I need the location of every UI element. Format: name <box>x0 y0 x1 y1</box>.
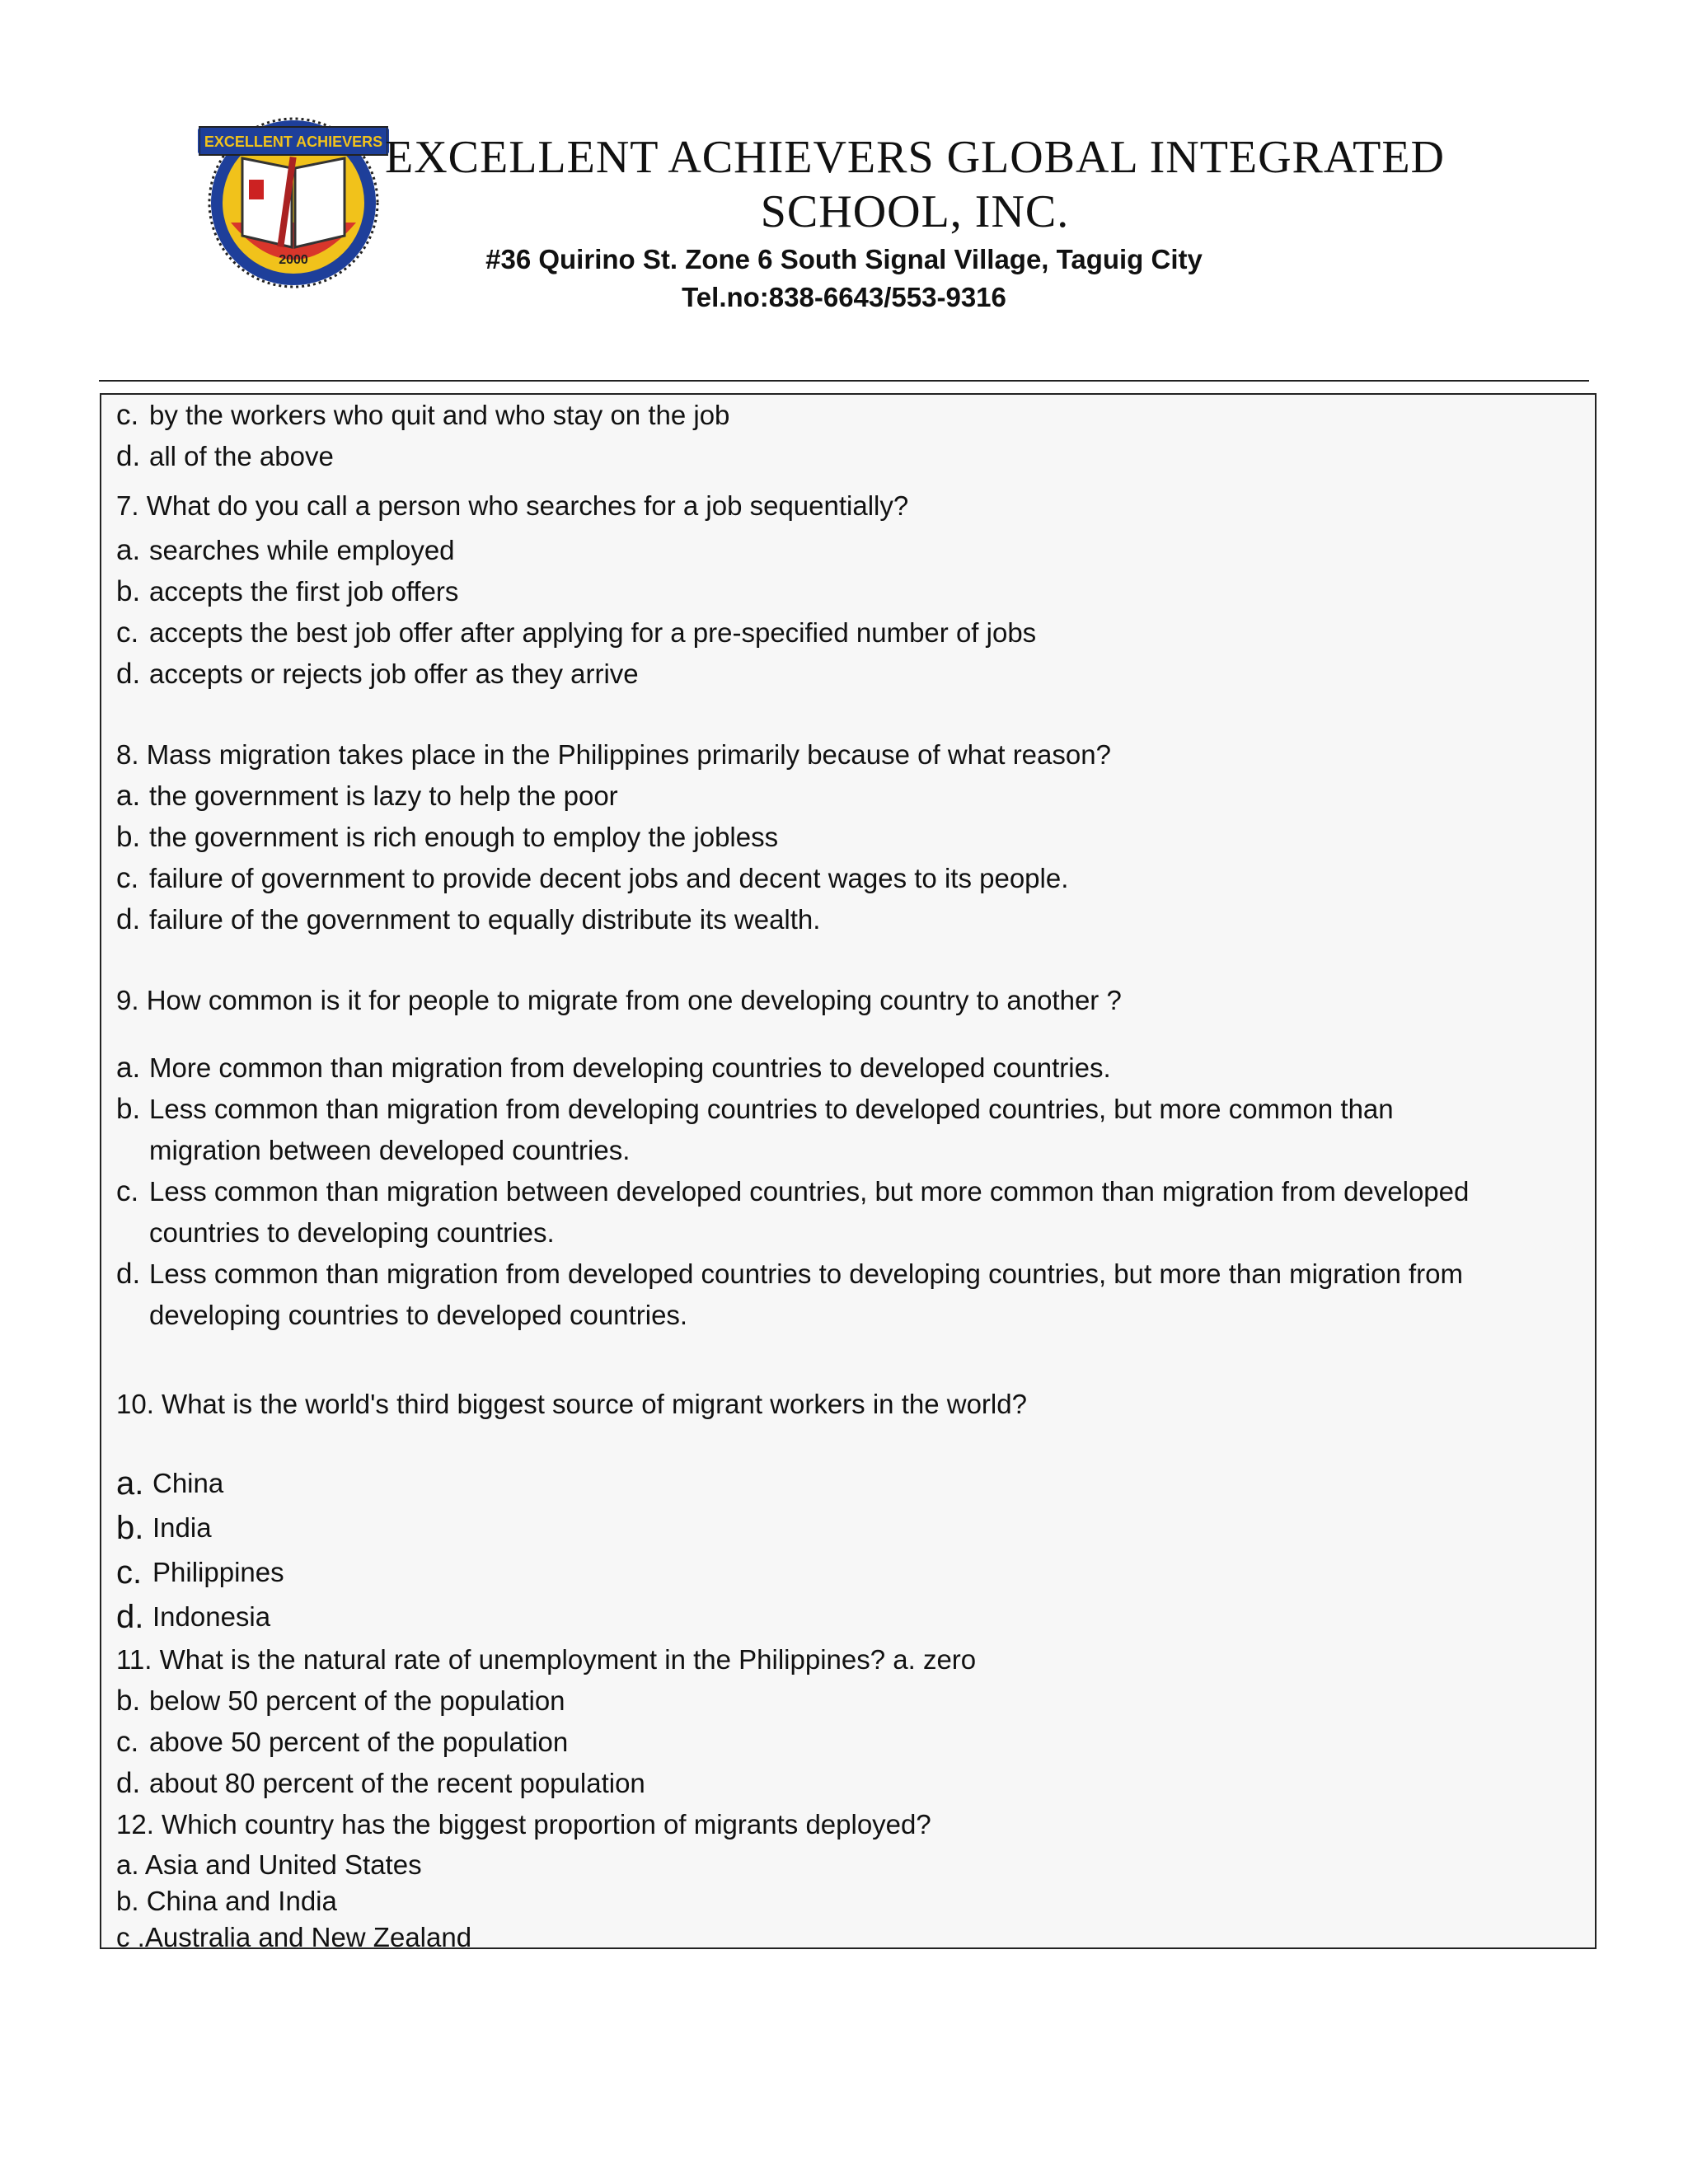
q12-option-c: c .Australia and New Zealand <box>116 1922 472 1952</box>
school-name <box>363 130 1467 239</box>
question-12: 12. Which country has the biggest proportion of migrants deployed? <box>116 1809 931 1840</box>
q9-option-a: a. More common than migration from developing countries to developed countries. <box>116 1052 1111 1084</box>
q12-option-a: a. Asia and United States <box>116 1849 422 1880</box>
question-11: 11. What is the natural rate of unemployment in the Philippines? a. zero <box>116 1644 977 1675</box>
q12-option-b: b. China and India <box>116 1886 337 1916</box>
question-10: 10. What is the world's third biggest source of migrant workers in the world? <box>116 1389 1027 1419</box>
q10-option-b: b. India <box>116 1510 212 1546</box>
q9-option-d: d. Less common than migration from developed countries to developing countries, but more than migration from developing countries to developed countries. <box>116 1258 1463 1330</box>
questions-box <box>100 393 1597 1952</box>
header-divider <box>99 380 1589 382</box>
school-name-line1: EXCELLENT ACHIEVERS GLOBAL INTEGRATED <box>384 132 1445 183</box>
school-address-block <box>0 241 1688 316</box>
q8-option-a: a. the government is lazy to help the poor <box>116 780 618 812</box>
q10-option-c: c. Philippines <box>116 1554 284 1591</box>
logo-banner-text: EXCELLENT ACHIEVERS <box>204 134 383 150</box>
q7-option-c: c. accepts the best job offer after applying for a pre-specified number of jobs <box>116 616 1037 649</box>
question-9: 9. How common is it for people to migrate from one developing country to another ? <box>116 985 1122 1015</box>
q9-option-c: c. Less common than migration between developed countries, but more common than migration from developed countries to developing countries. <box>116 1175 1470 1248</box>
q6-option-d: d. all of the above <box>116 440 334 472</box>
q7-option-a: a. searches while employed <box>116 534 455 566</box>
q11-option-d: d. about 80 percent of the recent population <box>116 1767 645 1799</box>
school-name-line2: SCHOOL, INC. <box>760 186 1070 237</box>
school-address: #36 Quirino St. Zone 6 South Signal Village, Taguig City <box>485 244 1203 274</box>
q6-option-c: c. by the workers who quit and who stay on the job <box>116 399 730 431</box>
q8-option-b: b. the government is rich enough to employ the jobless <box>116 821 779 853</box>
document-header <box>0 0 1688 387</box>
q7-option-d: d. accepts or rejects job offer as they arrive <box>116 658 639 690</box>
logo-year: 2000 <box>279 253 308 267</box>
q11-option-c: c. above 50 percent of the population <box>116 1726 569 1758</box>
q8-option-c: c. failure of government to provide decent jobs and decent wages to its people. <box>116 862 1069 894</box>
q10-option-a: a. China <box>116 1465 224 1502</box>
q11-option-b: b. below 50 percent of the population <box>116 1685 565 1717</box>
school-phone: Tel.no:838-6643/553-9316 <box>682 282 1006 312</box>
q9-option-b: b. Less common than migration from developing countries to developed countries, but more common than migration between developed countries. <box>116 1093 1394 1165</box>
q7-option-b: b. accepts the first job offers <box>116 575 459 607</box>
q8-option-d: d. failure of the government to equally distribute its wealth. <box>116 903 821 935</box>
question-7: 7. What do you call a person who searches for a job sequentially? <box>116 490 909 521</box>
q10-option-d: d. Indonesia <box>116 1599 271 1635</box>
question-8: 8. Mass migration takes place in the Philippines primarily because of what reason? <box>116 739 1111 770</box>
